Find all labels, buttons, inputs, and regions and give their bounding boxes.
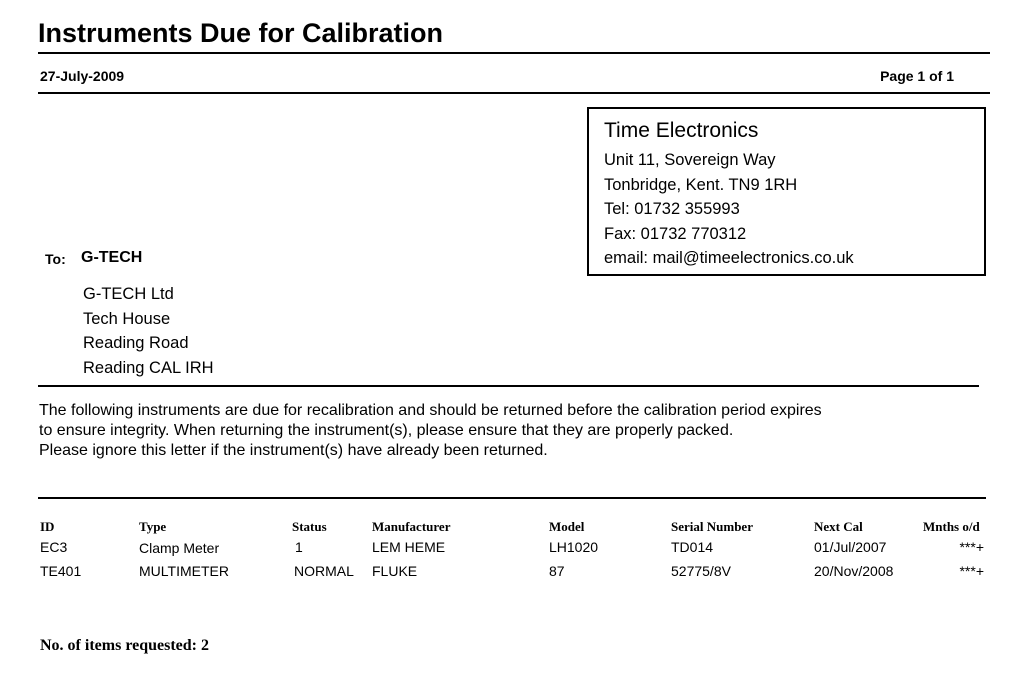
cell-model: LH1020 xyxy=(549,539,599,555)
column-header-next-cal: Next Cal xyxy=(814,519,863,534)
recipient-address-line: Reading Road xyxy=(83,334,189,352)
column-header-id: ID xyxy=(40,519,55,534)
company-tel: Tel: 01732 355993 xyxy=(604,200,740,218)
cell-manufacturer: FLUKE xyxy=(372,563,418,579)
column-header-type: Type xyxy=(139,519,167,534)
items-requested-summary: No. of items requested: 2 xyxy=(40,637,210,654)
recipient-address-line: Tech House xyxy=(83,309,171,328)
recipient-address-line: Reading CAL IRH xyxy=(83,358,214,377)
cell-model: 87 xyxy=(549,563,565,579)
company-info-box xyxy=(587,107,986,276)
recipient-address xyxy=(83,282,214,380)
column-header-months-overdue: Mnths o/d xyxy=(923,519,980,534)
company-address-line1: Unit 11, Sovereign Way xyxy=(604,151,776,169)
address-divider xyxy=(38,385,979,387)
cell-serial: TD014 xyxy=(671,539,714,555)
cell-status: 1 xyxy=(295,539,303,555)
company-name: Time Electronics xyxy=(604,119,759,142)
cell-type: MULTIMETER xyxy=(139,563,229,579)
recalibration-message xyxy=(39,401,999,461)
message-line: to ensure integrity. When returning the instrument(s), please ensure that they are properly packed. xyxy=(39,422,734,439)
company-email: email: mail@timeelectronics.co.uk xyxy=(604,249,854,267)
recipient-address-line: G-TECH Ltd xyxy=(83,285,174,303)
page-number: Page 1 of 1 xyxy=(880,68,954,84)
column-header-model: Model xyxy=(549,519,585,534)
cell-next-cal: 20/Nov/2008 xyxy=(814,563,894,579)
company-address-line2: Tonbridge, Kent. TN9 1RH xyxy=(604,175,798,194)
header-divider xyxy=(38,92,990,94)
cell-manufacturer: LEM HEME xyxy=(372,539,446,555)
company-fax: Fax: 01732 770312 xyxy=(604,224,747,243)
message-line: The following instruments are due for recalibration and should be returned before the calibration period expires xyxy=(39,402,822,419)
title-divider xyxy=(38,52,990,54)
cell-id: EC3 xyxy=(40,539,68,555)
table-divider xyxy=(38,497,986,499)
cell-serial: 52775/8V xyxy=(671,563,731,579)
column-header-manufacturer: Manufacturer xyxy=(372,519,451,534)
to-label: To: xyxy=(45,251,66,267)
column-header-status: Status xyxy=(292,519,327,534)
message-line: Please ignore this letter if the instrument(s) have already been returned. xyxy=(39,442,548,459)
cell-months-overdue: ***+ xyxy=(959,563,984,579)
cell-next-cal: 01/Jul/2007 xyxy=(814,539,887,555)
cell-type: Clamp Meter xyxy=(139,540,220,556)
report-date: 27-July-2009 xyxy=(40,68,125,84)
cell-id: TE401 xyxy=(40,563,82,579)
column-header-serial: Serial Number xyxy=(671,519,753,534)
recipient-name: G-TECH xyxy=(81,249,143,266)
cell-status: NORMAL xyxy=(294,563,354,579)
cell-months-overdue: ***+ xyxy=(959,539,984,555)
page-title: Instruments Due for Calibration xyxy=(38,18,444,48)
